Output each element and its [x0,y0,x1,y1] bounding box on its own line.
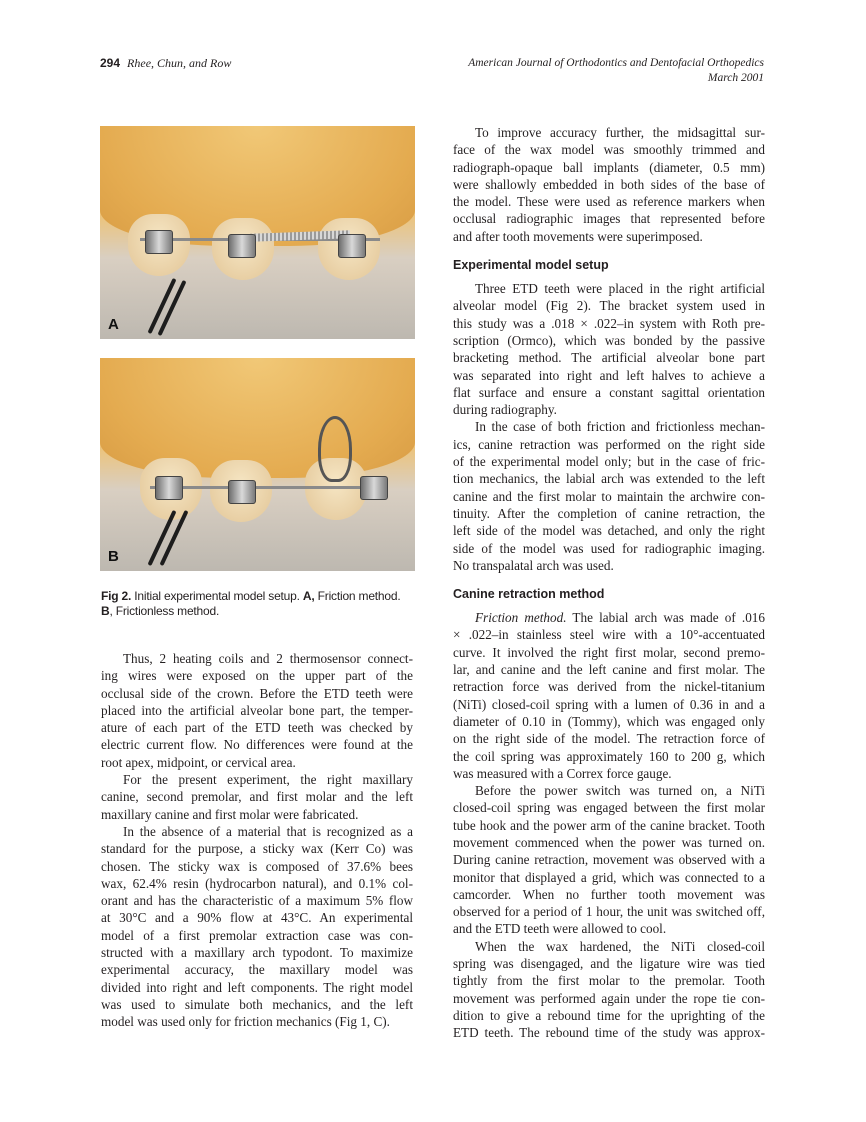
text-line: radiograph-opaque ball implants (diameter, 0.5 mm) [453,159,765,175]
paragraph [453,418,765,574]
journal-title: American Journal of Orthodontics and Dentofacial Orthopedics [468,57,764,69]
text-line: this study was a .018 × .022–in system with Roth pre- [453,315,765,331]
issue-date: March 2001 [707,72,764,84]
text-line: placed into the artificial alveolar bone part, the temper- [101,702,413,718]
right-column-text [453,124,765,1042]
text-line: experimental accuracy, the maxillary model was [101,962,413,978]
text-line: the coil spring was approximately 160 to 200 g, which [453,748,765,764]
text-line: was used to simulate both mechanics, and the left [101,996,413,1012]
paragraph [101,650,413,771]
text-line: During canine retraction, movement was observed with a [453,852,765,868]
caption-text: , Frictionless method. [109,603,220,618]
text-line: monitor that displayed a grid, which was connected to a [453,869,765,885]
running-authors: Rhee, Chun, and Row [127,56,232,70]
caption-fig-number: Fig 2. [101,589,132,603]
wax-model [100,358,415,478]
page-number: 294 [100,56,121,70]
text-line: dition to give a rebound time for the uprighting of the [453,1007,765,1023]
text-line: × .022–in stainless steel wire with a 10°-accentuated [453,627,765,643]
text-line: spring was disengaged, and the ligature wire was tied [453,956,765,972]
text-line: orant and has the characteristic of a maximum 5% flow [101,893,413,909]
text-line: of the experimental model only; but in the case of fric- [453,454,765,470]
panel-label-b: B [108,548,119,565]
text-line: occlusal radiographic images that represented before [453,211,765,227]
text-line: divided into right and left components. The right model [101,979,413,995]
text-line: electric current flow. No differences were found at the [101,737,413,753]
paragraph [453,280,765,418]
text-line: and after tooth movements were superimposed. [453,228,703,244]
text-line: camcorder. When no further tooth movement was [453,886,765,902]
text-line: In the absence of a material that is recognized as a [123,823,413,839]
paragraph [453,938,765,1042]
figure-panel-b [100,358,415,571]
text-line: on the right side of the model. The retraction force of [453,731,765,747]
t-loop-spring [318,416,352,482]
text-line: curve. It involved the right first molar, second premo- [453,644,765,660]
text-line: In the case of both friction and frictionless mechan- [475,419,765,435]
text-line: diameter of 0.10 in (Tommy), which was engaged only [453,713,765,729]
text-line: alveolar model (Fig 2). The bracket system used in [453,298,765,314]
text-line: wax, 62.4% resin (hydrocarbon natural), and 0.1% col- [101,875,413,891]
text-line: canine and the first molar to maintain the archwire con- [453,488,765,504]
text-line: maxillary canine and first molar were fabricated. [101,806,359,822]
left-column-text [101,650,413,1031]
text-line: structed with a maxillary arch typodont. To maximize [101,945,413,961]
paragraph [101,823,413,1031]
running-header-right [468,56,764,86]
text-line: side of the model was used for radiographic imaging. [453,540,765,556]
bracket [360,476,388,500]
text-line: Thus, 2 heating coils and 2 thermosensor connect- [123,651,413,666]
text-line: Before the power switch was turned on, a NiTi [475,783,765,799]
paragraph [101,771,413,823]
text-line: model was used only for friction mechanics (Fig 1, C). [101,1014,390,1030]
bracket [228,234,256,258]
text-line: movement was performed again under the rope tie con- [453,990,765,1006]
text-line: observed for a period of 1 hour, the unit was switched off, [453,904,765,920]
text-line: bracketing method. The artificial alveolar bone part [453,350,765,366]
text-line: was measured with a Correx force gauge. [453,765,672,781]
text-line: canine, second premolar, and first molar and the left [101,789,413,805]
panel-label-a: A [108,316,119,333]
text-line: tinuity. After the completion of canine retraction, the [453,505,765,521]
text-line: model of a first premolar extraction case was con- [101,927,413,943]
text-line: movement commenced when the power was turned on. [453,834,765,850]
text-line: retraction force was derived from the nickel-titanium [453,679,765,695]
figure-caption [101,589,421,618]
text-line: scription (Ormco), which was bonded by the passive [453,332,765,348]
caption-text: Friction method. [314,589,401,603]
text-line: root apex, midpoint, or cervical area. [101,754,296,770]
text-line: lar, and canine and the left canine and first molar. The [453,662,765,678]
text-line: Three ETD teeth were placed in the right artificial [475,281,765,297]
bracket [155,476,183,500]
section-heading: Experimental model setup [453,258,609,273]
run-in-heading: Friction method. [475,610,567,626]
text-line: at 30°C and a 90% flow at 43°C. An experimental [101,910,413,926]
text-line: standard for the purpose, a sticky wax (Kerr Co) was [101,841,413,857]
paragraph [453,782,765,938]
text-line: were shallowly embedded in both sides of the base of [453,176,765,192]
text-line: When the wax hardened, the NiTi closed-coil [475,938,765,954]
text-run: The labial arch was made of .016 [566,610,765,626]
caption-text: Initial experimental model setup. [131,589,303,603]
text-line: the model. These were used as reference markers when [453,194,765,210]
text-line: (NiTi) closed-coil spring with a lumen of 0.36 in and a [453,696,765,712]
text-line: No transpalatal arch was used. [453,557,614,573]
text-line: ics, canine retraction was performed on the right side [453,436,765,452]
text-line [453,609,765,626]
text-line: during radiography. [453,402,557,418]
text-line: For the present experiment, the right maxillary [123,772,413,788]
paragraph [453,124,765,245]
text-line: tube hook and the power arm of the canine bracket. Tooth [453,817,765,833]
bracket [338,234,366,258]
text-line: face of the wax model was smoothly trimmed and [453,142,765,158]
text-line: ETD teeth. The rebound time of the study was approx- [453,1025,765,1041]
text-line: ing wires were exposed on the upper part of the [101,668,413,684]
text-line: left side of the model was detached, and only the right [453,523,765,539]
running-header-left [100,56,231,71]
text-line: To improve accuracy further, the midsagittal sur- [475,125,765,140]
archwire [150,486,380,489]
text-line: flat surface and ensure a constant sagittal orientation [453,384,765,400]
bracket [228,480,256,504]
text-line: and the ETD teeth were allowed to cool. [453,921,667,937]
caption-label-b: B [101,603,110,618]
figure-panel-a [100,126,415,339]
text-line: occlusal side of the crown. Before the ETD teeth were [101,685,413,701]
paragraph [453,609,765,782]
text-line: tightly from the first molar to the premolar. Tooth [453,973,765,989]
text-line: was separated into right and left halves to achieve a [453,367,765,383]
text-line: tion mechanics, the labial arch was extended to the left [453,471,765,487]
text-line: ature of each part of the ETD teeth was checked by [101,720,413,736]
caption-label-a: A, [302,589,315,603]
section-heading: Canine retraction method [453,587,605,602]
bracket [145,230,173,254]
text-line: closed-coil spring was engaged between the first molar [453,800,765,816]
text-line: chosen. The sticky wax is composed of 37.6% bees [101,858,413,874]
